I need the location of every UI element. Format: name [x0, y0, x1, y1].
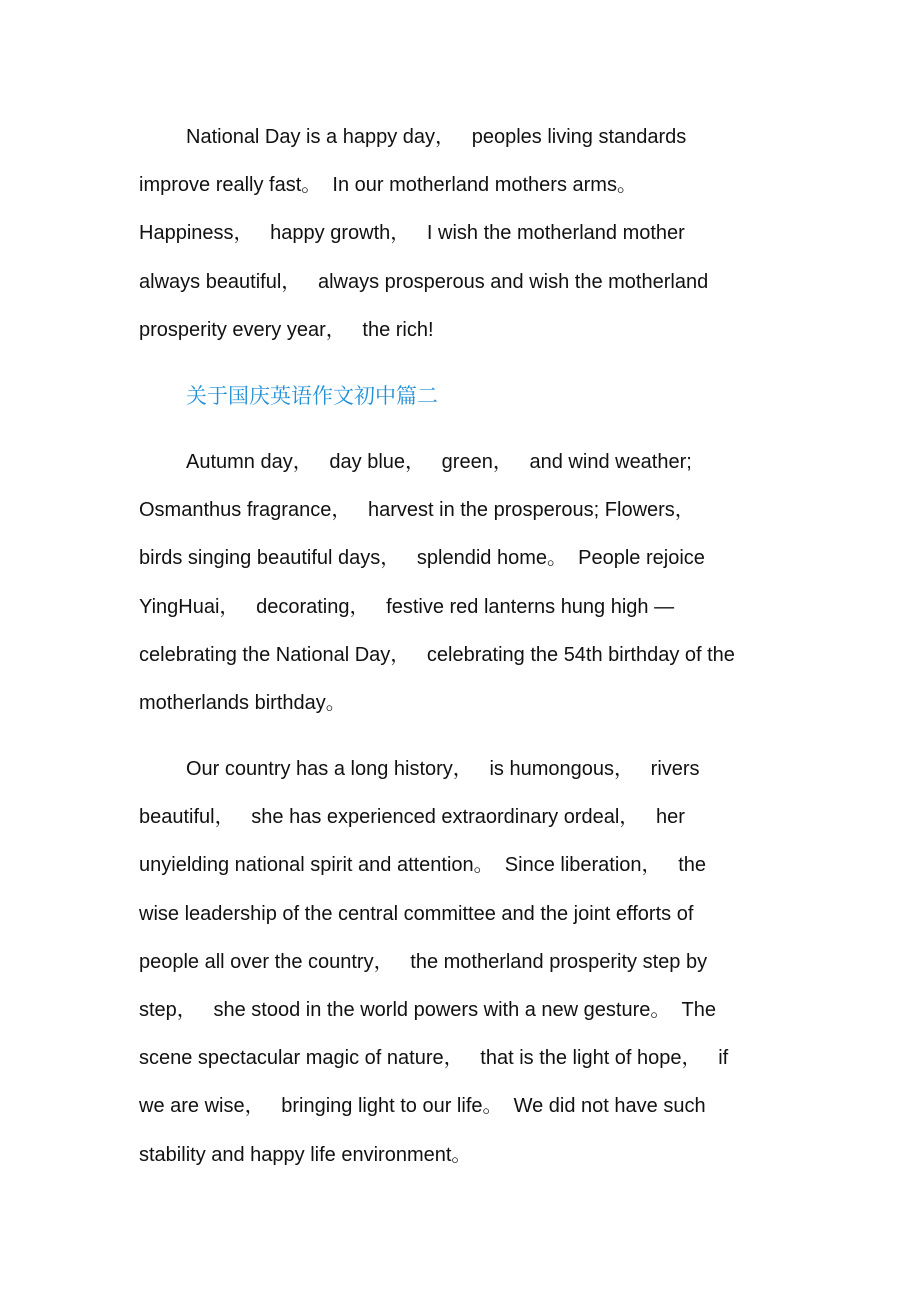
- paragraph-line: wise leadership of the central committee and the joint efforts of: [139, 902, 694, 925]
- paragraph-line: National Day is a happy day， peoples living standards: [186, 126, 687, 148]
- paragraph-line: beautiful， she has experienced extraordinary ordeal， her: [139, 806, 685, 829]
- paragraph-line: we are wise， bringing light to our life。 We did not have such: [139, 1095, 706, 1118]
- paragraph-line: always beautiful， always prosperous and wish the motherland: [139, 270, 709, 293]
- paragraph-line: stability and happy life environment。: [139, 1143, 472, 1166]
- paragraph-line: birds singing beautiful days， splendid home。 People rejoice: [139, 547, 705, 570]
- paragraph-line: improve really fast。 In our motherland mothers arms。: [139, 174, 637, 197]
- paragraph-line: step， she stood in the world powers with a new gesture。 The: [139, 999, 716, 1021]
- paragraph-line: motherlands birthday。: [139, 691, 346, 714]
- paragraph-3: [139, 745, 789, 1179]
- paragraph-1: [139, 113, 789, 354]
- paragraph-line: Autumn day， day blue， green， and wind weather;: [186, 450, 692, 473]
- paragraph-line: Happiness， happy growth， I wish the motherland mother: [139, 222, 685, 245]
- paragraph-line: Our country has a long history， is humongous， rivers: [186, 758, 700, 781]
- paragraph-2: [139, 438, 789, 727]
- document-body: [139, 113, 789, 1179]
- section-heading: 关于国庆英语作文初中篇二: [186, 383, 438, 408]
- paragraph-line: scene spectacular magic of nature， that is the light of hope， if: [139, 1047, 729, 1070]
- paragraph-line: celebrating the National Day， celebrating the 54th birthday of the: [139, 643, 735, 666]
- paragraph-line: YingHuai， decorating， festive red lanterns hung high —: [139, 595, 675, 618]
- paragraph-line: unyielding national spirit and attention。 Since liberation， the: [139, 854, 707, 877]
- paragraph-line: Osmanthus fragrance， harvest in the prosperous; Flowers，: [139, 499, 695, 522]
- paragraph-line: prosperity every year， the rich!: [139, 318, 434, 341]
- paragraph-line: people all over the country， the motherland prosperity step by: [139, 950, 708, 973]
